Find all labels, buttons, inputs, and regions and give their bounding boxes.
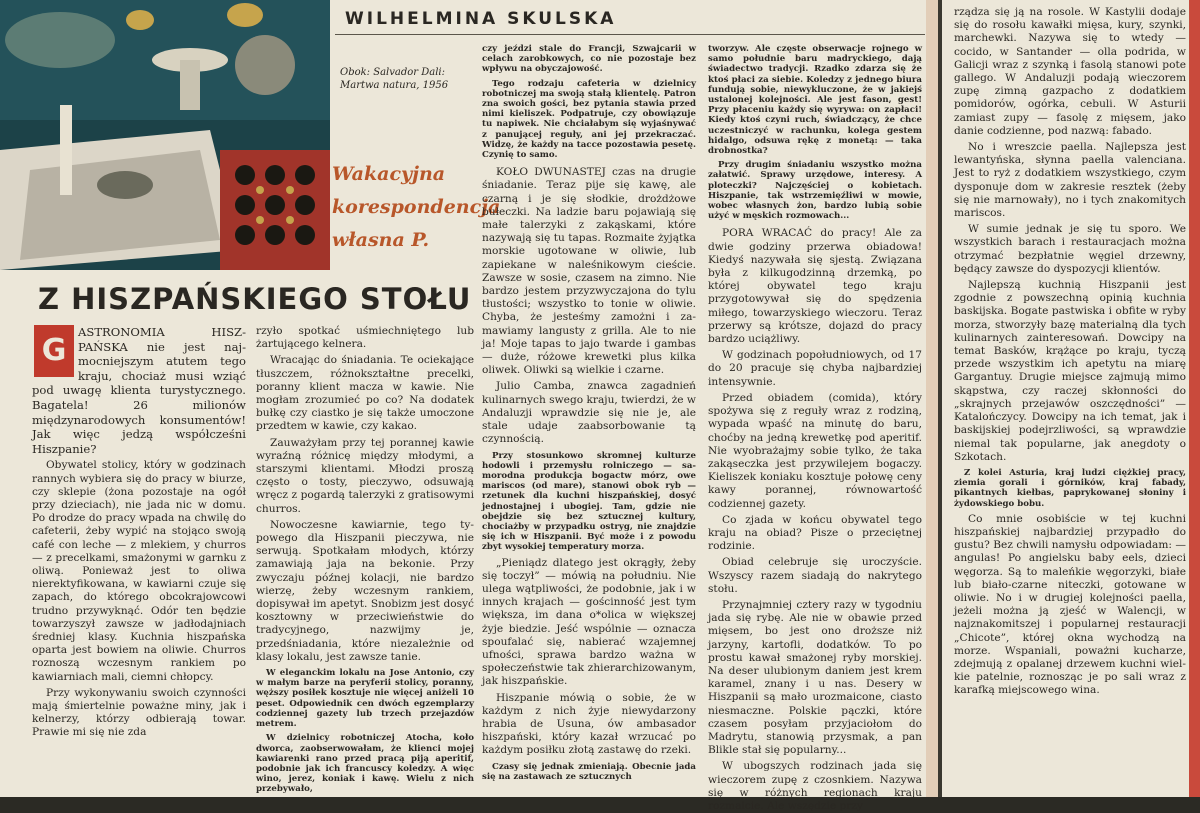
- small-paragraph: Przy stosunkowo skromnej kulturze hodowli i przemysłu rolniczego — samorodna produkcja bogactw mórz, owe mariscos (od mare), stanowi obok ryb — rzetunek dla kuchni hiszpańskiej, dosyć jednostajnej i ubogiej. Tam, gdzie nie obejdzie się bez sztucznej kultury, chociażby w przypadku ostryg, nie znajdzie się ich w Hiszpanii. Być może i z powodu zbyt wysokiej temperatury morza.: [482, 450, 696, 553]
- subtitle-line: korespondencja: [332, 196, 501, 218]
- paragraph: Obywatel stolicy, który w godzinach rannych wybiera się do pracy w biurze, czy sklepie (żona pozostaje na ogół przy dzieciach), nie jada nic w domu. Po drodze do pracy wpada na chwilę do cafeterii, żeby wypić na stojąco swoją café con leche — z mlekiem, y churros — z precelkami, smażonymi w garnku z oliwą. Ponieważ jest to oliwa nierektyfikowana, w kawiarni czuje się zapach, do którego obcokrajowcowi trudno przywyknąć. Odór ten będzie towarzyszył zawsze w jadłodajniach średniej klasy. Kuchnia hiszpańska oparta jest bowiem na oliwie. Churros roznoszą wczesnym rankiem po kawiarniach mali, ciemni chłopcy.: [32, 459, 246, 683]
- paragraph: W godzinach popołudniowych, od 17 do 20 pracuje się chyba najbardziej intensywnie.: [708, 349, 922, 388]
- painting-image: [0, 0, 330, 270]
- paragraph: No i wreszcie paella. Najlepsza jest lewantyńska, słynna paella valenciana. Jest to ryż z dodatkiem wszystkiego, czym dysponuje dom w zakresie resztek (żeby się nie marnowały), no i tych znakomitych mariscos.: [954, 141, 1186, 220]
- dali-still-life-painting: [0, 0, 330, 270]
- paragraph: PORA WRACAĆ do pracy! Ale za dwie godziny przerwa obiadowa! Kiedyś nazywała się sjestą. Związana była z kilkugodzinną drzemką, po której obywatel tego kraju przygotowywał się do spędzenia miłego, towarzyskiego wieczoru. Teraz przerwy są krótsze, dojazd do pracy bardzo uciążliwy.: [708, 227, 922, 346]
- paragraph: W ubogszych rodzinach jada się wieczorem zupę z czosnkiem. Nazywa się w różnych regionach kraju rozmaicie. Ale wszędzie przy: [708, 760, 922, 812]
- paragraph: Hiszpanie mówią o sobie, że w każdym z nich żyje niewydarzony hrabia de Usuna, ów ambasador hiszpański, który kazał wrzucać po każdym posiłku złotą zastawę do rzeki.: [482, 691, 696, 757]
- paragraph: Przynajmniej cztery razy w tygodniu jada się rybę. Ale nie w obawie przed mięsem, bo jest ono droższe niż jarzyny, kartofli, dodatków. To po prostu kawał smażonej ryby morskiej. Na deser ulubionym daniem jest krem karamel, znany i u nas. Desery w Hiszpanii są mało urozmaicone, ciasto niesmaczne. Polskie pączki, które czasem posyłam przyjaciołom do Madrytu, stanowią przysmak, a pan Blikle stał się popularny...: [708, 598, 922, 757]
- caption-line: Martwa natura, 1956: [340, 80, 449, 91]
- paragraph: Przy wykonywaniu swoich czynności mają śmiertelnie poważne miny, jak i kelnerzy, którzy odbierają towar. Prawie mi się nie zda: [32, 686, 246, 739]
- column-3: [482, 40, 696, 795]
- caption-line: Obok: Salvador Dali:: [340, 67, 445, 78]
- small-paragraph: Z kolei Asturia, kraj ludzi ciężkiej pracy, ziemia gorali i górników, kraj fabady, pikantnych kiełbas, paprykowanej słoniny i żydowskiego bobu.: [954, 467, 1186, 509]
- paragraph: Julio Camba, znawca zagadnień kulinarnych swego kraju, twierdzi, że w Andaluzji wprawdzie się nie je, ale stale udaje zaabsorbowanie tą czynnością.: [482, 380, 696, 446]
- paragraph: rzyło spotkać uśmiechniętego lub żartującego kelnera.: [256, 325, 474, 351]
- paragraph: Przed obiadem (comida), który spożywa się z reguły wraz z rodziną, wypada wpaść na minutę do baru, choćby na jedną krewetkę pod aperitif. Nie wyobrażajmy sobie tylko, że taka zakąseczka jest przywilejem bogaczy. Kieliszek koniaku kosztuje połowę ceny kawy porannej, równowartość codziennej gazety.: [708, 391, 922, 510]
- article-title: Z HISZPAŃSKIEGO STOŁU: [38, 282, 472, 316]
- small-paragraph: tworzyw. Ale częste obserwacje rojnego w samo południe baru madryckiego, dają świadectwo tradycji. Rzadko zdarza się że ktoś płaci za siebie. Koledzy z jednego biura fundują sobie, niewykluczone, że w jakiejś ustalonej kolejności. Ale jest fason, gest! Przy płaceniu każdy się wyrywa: on zapłaci! Kiedy ktoś czyni ruch, świadczący, że chce uczestniczyć w rachunku, kolega gestem hidalgo, odsuwa rękę z monetą: — taka drobnostka?: [708, 44, 922, 157]
- paragraph: Nowoczesne kawiarnie, tego typowego dla Hiszpanii pieczywa, nie serwują. Spotkałam młodych, którzy zamawiają jaja na bekonie. Przy zwyczaju późnej kolacji, nie bardzo wierzę, żeby wczesnym rankiem, dopisywał im apetyt. Snobizm jest dosyć kosztowny w przeciwieństwie do tradycyjnego, nazwijmy je, przedśniadania, które niezależnie od klasy lokalu, jest zawsze tanie.: [256, 518, 474, 663]
- drop-cap-spacer: [32, 325, 78, 379]
- paragraph: Wracając do śniadania. Te ociekające tłuszczem, różnokształtne precelki, poranny klient macza w kawie. Nie mogłam zrozumieć po co? Na dodatek bułkę czy ciastko je się także umoczone przedtem w kawie, czy kakao.: [256, 354, 474, 433]
- column-1: [32, 325, 246, 795]
- small-paragraph: czy jeździ stale do Francji, Szwajcarii w celach zarobkowych, co nie pozostaje bez wpływu na obyczajowość.: [482, 44, 696, 75]
- subtitle-line: własna P.: [332, 229, 430, 251]
- paragraph: Co zjada w końcu obywatel tego kraju na obiad? Pisze o przeciętnej rodzinie.: [708, 513, 922, 553]
- paragraph: Najlepszą kuchnią Hiszpanii jest zgodnie z powszechną opinią kuchnia baskijska. Bogate pastwiska i obfite w ryby morza, stworzyły bazę materialną dla tych kulinarnych zainteresowań. Dowcipy na temat Basków, krążące po kraju, tyczą przede wszystkim ich apetytu na miarę Gargantuy. Drugie miejsce zajmują mimo skąpstwa, czy raczej skłonności do „skrajnych przejawów oszczędności” — Katalończycy. Dowcipy na ich temat, jak i baskijskiej podejrzliwości, są wprawdzie niemal tak popularne, jak anegdoty o Szkotach.: [954, 279, 1186, 463]
- article-subtitle: [332, 158, 501, 257]
- paragraph: rządza się ją na rosole. W Kastylii dodaje się do rosołu kawałki mięsa, kury, szynki, marchewki. Nazywa się to wtedy — cocido, w Santander — olla podrida, w Galicji wraz z szynką i fasolą stanowi pote gallego. W Andaluzji podają wieczorem zupę zimną gazpacho z dodatkiem pomidorów, ogórka, cebuli. W Asturii zamiast zupy — fasolę z mięsem, jako danie codzienne, pod nazwą: fabado.: [954, 6, 1186, 137]
- column-2: [256, 325, 474, 795]
- small-paragraph: Przy drugim śniadaniu wszystko można załatwić. Sprawy urzędowe, interesy. A ploteczki? Najczęściej o kobietach. Hiszpanie, tak wstrzemięźliwi w mowie, wobec własnych żon, bardzo lubią sobie użyć w męskich rozmowach...: [708, 160, 922, 222]
- page-edge-shade: [926, 0, 938, 797]
- paragraph: Zauważyłam przy tej porannej kawie wyraźną różnicę między młodymi, a starszymi klientami. Młodzi proszą często o tosty, pieczywo, odsuwają wręcz z pogardą talerzyki z gratisowymi churros.: [256, 436, 474, 515]
- right-page: [942, 0, 1200, 797]
- paragraph: KOŁO DWUNASTEJ czas na drugie śniadanie. Teraz pije się kawę, ale czarną i je się słodkie, drożdżowe bułeczki. Na ladzie baru pojawiają się małe talerzyki z zakąskami, które nazywają się tu tapas. Rozmaite żyjątka morskie ugotowane w oliwie, lub zapiekane w naleśnikowym cieście. Zawsze w sosie, czasem na zimno. Nie bardzo jestem przyzwyczajona do tylu tłustości; wszystko to tonie w oliwie. Chyba, że jesteśmy zamożni i zamawiamy langusty z grilla. Ale to nie ja! Moje tapas to jajo twarde i gambas — duże, różowe krewetki plus kilka oliwek. Oliwki są wielkie i czarne.: [482, 166, 696, 377]
- subtitle-line: Wakacyjna: [332, 163, 446, 185]
- small-paragraph: Czasy się jednak zmieniają. Obecnie jada się na zastawach ze sztucznych: [482, 761, 696, 782]
- paragraph: Co mnie osobiście w tej kuchni hiszpańskiej najbardziej przypadło do gustu? Bez chwili namysłu odpowiadam: — angulas! Po angielsku baby eels, dzieci węgorza. Są to maleńkie węgorzyki, białe lub biało-czarne niteczki, gotowane w oliwie. No i w drugiej kolejności paella, jeżeli można ją zjeść w Walencji, w najznakomitszej i popularnej restauracji „Chicote”, której okna wychodzą na morze. Wspaniali, poważni kucharze, zdejmują z opalanej drzewem kuchni wielkie patelnie, roznosząc je po sali wraz z karafką miejscowego wina.: [954, 512, 1186, 697]
- drop-cap: G: [34, 325, 74, 377]
- header-rule: [335, 34, 925, 35]
- painting-caption: [340, 66, 470, 92]
- column-5: [954, 6, 1186, 795]
- small-paragraph: W eleganckim lokalu na Jose Antonio, czy w małym barze na peryferii stolicy, poranny, węższy posiłek kosztuje nie więcej aniżeli 10 peset. Odpowiednik cen dwóch egzemplarzy codziennej gazety lub trzech przejazdów metrem.: [256, 668, 474, 730]
- paragraph: „Pieniądz dlatego jest okrągły, żeby się toczył” — mówią na południu. Nie ulega wątpliwości, że podobnie, jak i w innych krajach — gościnność jest tym większa, im dana o*olica w większej żyje biedzie. Jeść wspólnie — oznacza spoufalać się, nabierać wzajemnej ufności, sprawa bardzo ważna w społeczeństwie tak zhierarchizowanym, jak hiszpańskie.: [482, 556, 696, 688]
- small-paragraph: W dzielnicy robotniczej Atocha, koło dworca, zaobserwowałam, że klienci mojej kawiarenki rano przed pracą piją aperitif, podobnie jak ich francuscy koledzy. A więc wino, jerez, koniak i kawę. Wielu z nich przebywało,: [256, 733, 474, 795]
- paragraph: ASTRONOMIA HISZPAŃSKA nie jest najmocniejszym atutem tego kraju, chociaż musi wziąć pod uwagę klienta turystycznego. Bagatela! 26 milionów międzynarodowych konsumentów! Jak więc jedzą współcześni Hiszpanie?: [32, 325, 246, 456]
- column-4: [708, 40, 922, 812]
- paragraph: W sumie jednak je się tu sporo. We wszystkich barach i restauracjach można otrzymać bezpłatnie węgiel drzewny, będący zawsze do dyspozycji klientów.: [954, 223, 1186, 275]
- author-byline: WILHELMINA SKULSKA: [345, 9, 617, 29]
- paragraph: Obiad celebruje się uroczyście. Wszyscy razem siadają do nakrytego stołu.: [708, 556, 922, 595]
- right-edge-strip: [1189, 0, 1200, 797]
- small-paragraph: Tego rodzaju cafeteria w dzielnicy robotniczej ma swoją stałą klientelę. Patron zna swoich gości, bez pytania stawia przed nimi kieliszek. Podpatruje, czy obowiązuje tu napiwek. Nie chciałabym się wyjaśnywać z panującej reguły, ani jej przekraczać. Widzę, że każdy na tacce pozostawia pesetę. Czynię to samo.: [482, 78, 696, 161]
